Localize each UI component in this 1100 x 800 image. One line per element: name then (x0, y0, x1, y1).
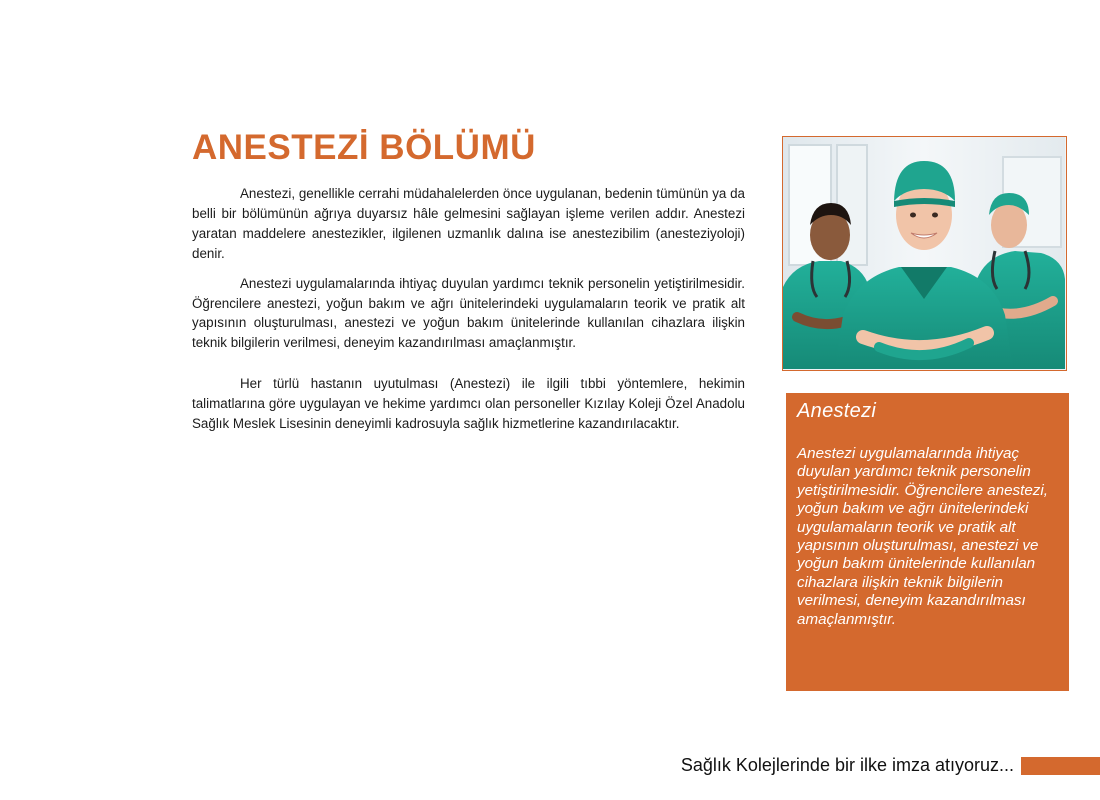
info-box-text: Anestezi uygulamalarında ihtiyaç duyulan yardımcı teknik personelin yetiştirilmesidir. Öğrencilere anestezi, yoğun bakım ve ağrı ünitelerindeki uygulamaların teorik ve pratik alt yapısının oluşturulması, anestezi ve yoğun bakım ünitelerinde kullanılan cihazlara ilişkin teknik bilgilerin verilmesi, deneyim kazandırılması amaçlanmıştır. (797, 445, 1048, 628)
intro-paragraph: Anestezi, genellikle cerrahi müdahalelerden önce uygulanan, bedenin tümünün ya da belli bir bölümünün ağrıya duyarsız hâle gelmesini sağlayan işleme verilen addır. Anestezi yaratan maddelere anestezikler, ilgilenen uzmanlık dalına ise anestezibilim (anesteziyoloji) denir. (192, 186, 745, 261)
body-text (192, 184, 745, 434)
medical-team-illustration (783, 137, 1065, 369)
staff-paragraph: Her türlü hastanın uyutulması (Anestezi) ile ilgili tıbbi yöntemlere, hekimin talimatlarına göre uygulayan ve hekime yardımcı olan personeller Kızılay Koleji Özel Anadolu Sağlık Meslek Lisesinin deneyimli kadrosuyla sağlık hizmetlerine kazandırılacaktır. (192, 376, 745, 432)
page-title: ANESTEZİ BÖLÜMÜ (192, 128, 536, 167)
footer-accent-bar (1021, 757, 1100, 775)
footer-slogan: Sağlık Kolejlerinde bir ilke imza atıyoruz... (680, 755, 1014, 775)
medical-team-photo (782, 136, 1067, 371)
purpose-paragraph: Anestezi uygulamalarında ihtiyaç duyulan yardımcı teknik personelin yetiştirilmesidir. Öğrencilere anestezi, yoğun bakım ve ağrı ünitelerindeki uygulamaların teorik ve pratik alt yapısının oluşturulması, anestezi ve yoğun bakım ünitelerinde kullanılan cihazlara ilişkin teknik bilgilerin verilmesi, deneyim kazandırılması amaçlanmıştır. (192, 275, 745, 351)
info-box-title: Anestezi (797, 400, 877, 422)
info-box (786, 393, 1069, 691)
